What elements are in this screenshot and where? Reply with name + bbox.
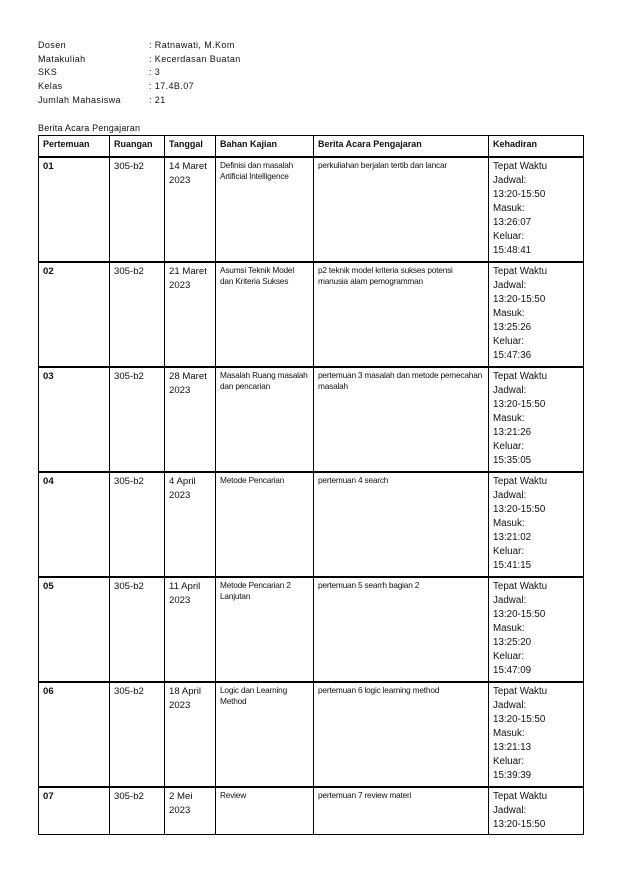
info-value: : 21 [149, 94, 166, 105]
kehadiran-masuk-label: Masuk: [493, 623, 525, 634]
cell-kehadiran [489, 367, 584, 472]
cell-tanggal: 21 Maret 2023 [165, 262, 216, 367]
info-value: : 17.4B.07 [149, 81, 195, 92]
cell-ruangan: 305-b2 [110, 472, 165, 577]
kehadiran-jadwal: 13:20-15:50 [493, 714, 546, 725]
cell-pertemuan: 01 [39, 157, 110, 262]
kehadiran-keluar: 15:47:36 [493, 350, 532, 361]
cell-bahan-kajian: Logic dan Learning Method [216, 682, 314, 787]
table-row [39, 367, 584, 472]
kehadiran-jadwal: 13:20-15:50 [493, 504, 546, 515]
kehadiran-keluar-label: Keluar: [493, 336, 525, 347]
header-pertemuan: Pertemuan [39, 136, 110, 158]
info-row-jumlah-mahasiswa [38, 94, 241, 108]
info-label: Dosen [38, 40, 67, 50]
cell-berita-acara: pertemuan 4 search [314, 472, 489, 577]
kehadiran-masuk-label: Masuk: [493, 413, 525, 424]
cell-kehadiran [489, 157, 584, 262]
kehadiran-jadwal-label: Jadwal: [493, 700, 527, 711]
kehadiran-status: Tepat Waktu [493, 581, 548, 592]
header-berita-acara: Berita Acara Pengajaran [314, 136, 489, 158]
kehadiran-keluar: 15:47:09 [493, 665, 532, 676]
cell-ruangan: 305-b2 [110, 787, 165, 835]
cell-tanggal: 4 April 2023 [165, 472, 216, 577]
info-row-kelas [38, 80, 241, 94]
kehadiran-jadwal: 13:20-15:50 [493, 189, 546, 200]
info-row-matakuliah [38, 53, 241, 67]
table-row [39, 682, 584, 787]
section-title: Berita Acara Pengajaran [38, 123, 141, 133]
header-bahan-kajian: Bahan Kajian [216, 136, 314, 158]
kehadiran-jadwal: 13:20-15:50 [493, 819, 546, 830]
cell-pertemuan: 07 [39, 787, 110, 835]
table-row [39, 787, 584, 835]
cell-ruangan: 305-b2 [110, 157, 165, 262]
kehadiran-masuk-label: Masuk: [493, 203, 525, 214]
table-row [39, 157, 584, 262]
kehadiran-status: Tepat Waktu [493, 686, 548, 697]
table-header-row [39, 136, 584, 158]
cell-berita-acara: p2 teknik model kriteria sukses potensi manusia alam pemogramman [314, 262, 489, 367]
kehadiran-jadwal-label: Jadwal: [493, 385, 527, 396]
info-label: Jumlah Mahasiswa [38, 94, 121, 105]
kehadiran-jadwal-label: Jadwal: [493, 595, 527, 606]
kehadiran-keluar-label: Keluar: [493, 756, 525, 767]
kehadiran-masuk-label: Masuk: [493, 308, 525, 319]
kehadiran-jadwal-label: Jadwal: [493, 175, 527, 186]
kehadiran-status: Tepat Waktu [493, 791, 548, 802]
cell-ruangan: 305-b2 [110, 262, 165, 367]
table-row [39, 472, 584, 577]
kehadiran-masuk: 13:21:26 [493, 427, 532, 438]
cell-tanggal: 18 April 2023 [165, 682, 216, 787]
cell-tanggal: 14 Maret 2023 [165, 157, 216, 262]
kehadiran-keluar-label: Keluar: [493, 546, 525, 557]
info-row-sks [38, 66, 241, 80]
berita-acara-table [38, 135, 584, 835]
kehadiran-masuk: 13:21:02 [493, 532, 532, 543]
course-info [38, 39, 241, 107]
info-label: SKS [38, 67, 58, 78]
cell-kehadiran [489, 472, 584, 577]
kehadiran-status: Tepat Waktu [493, 161, 548, 172]
cell-berita-acara: pertemuan 6 logic learning method [314, 682, 489, 787]
kehadiran-keluar: 15:39:39 [493, 770, 532, 781]
info-label: Kelas [38, 81, 63, 92]
kehadiran-jadwal-label: Jadwal: [493, 280, 527, 291]
table-row [39, 577, 584, 682]
kehadiran-masuk: 13:26:07 [493, 217, 532, 228]
cell-bahan-kajian: Asumsi Teknik Model dan Kriteria Sukses [216, 262, 314, 367]
cell-tanggal: 2 Mei 2023 [165, 787, 216, 835]
table-row [39, 262, 584, 367]
kehadiran-masuk: 13:21:13 [493, 742, 532, 753]
kehadiran-keluar-label: Keluar: [493, 441, 525, 452]
cell-bahan-kajian: Metode Pencarian [216, 472, 314, 577]
cell-berita-acara: pertemuan 3 masalah dan metode pemecahan masalah [314, 367, 489, 472]
cell-pertemuan: 05 [39, 577, 110, 682]
kehadiran-keluar: 15:35:05 [493, 455, 532, 466]
cell-bahan-kajian: Review [216, 787, 314, 835]
kehadiran-masuk-label: Masuk: [493, 518, 525, 529]
kehadiran-status: Tepat Waktu [493, 476, 548, 487]
cell-kehadiran [489, 787, 584, 835]
cell-pertemuan: 04 [39, 472, 110, 577]
kehadiran-status: Tepat Waktu [493, 266, 548, 277]
cell-bahan-kajian: Masalah Ruang masalah dan pencarian [216, 367, 314, 472]
header-kehadiran: Kehadiran [489, 136, 584, 158]
kehadiran-keluar: 15:41:15 [493, 560, 532, 571]
cell-pertemuan: 03 [39, 367, 110, 472]
info-value: : 3 [149, 67, 161, 78]
cell-kehadiran [489, 682, 584, 787]
cell-kehadiran [489, 262, 584, 367]
kehadiran-jadwal: 13:20-15:50 [493, 609, 546, 620]
kehadiran-jadwal: 13:20-15:50 [493, 399, 546, 410]
kehadiran-jadwal-label: Jadwal: [493, 490, 527, 501]
cell-pertemuan: 02 [39, 262, 110, 367]
header-tanggal: Tanggal [165, 136, 216, 158]
header-ruangan: Ruangan [110, 136, 165, 158]
cell-ruangan: 305-b2 [110, 577, 165, 682]
kehadiran-masuk: 13:25:20 [493, 637, 532, 648]
cell-bahan-kajian: Definisi dan masalah Artificial Intelligence [216, 157, 314, 262]
kehadiran-keluar-label: Keluar: [493, 231, 525, 242]
kehadiran-masuk-label: Masuk: [493, 728, 525, 739]
cell-berita-acara: perkuliahan berjalan tertib dan lancar [314, 157, 489, 262]
cell-bahan-kajian: Metode Pencarian 2 Lanjutan [216, 577, 314, 682]
info-value: : Kecerdasan Buatan [149, 53, 241, 64]
kehadiran-masuk: 13:25:26 [493, 322, 532, 333]
kehadiran-status: Tepat Waktu [493, 371, 548, 382]
cell-tanggal: 11 April 2023 [165, 577, 216, 682]
cell-pertemuan: 06 [39, 682, 110, 787]
info-value: : Ratnawati, M.Kom [149, 40, 235, 50]
cell-berita-acara: pertemuan 7 review materi [314, 787, 489, 835]
cell-kehadiran [489, 577, 584, 682]
kehadiran-keluar-label: Keluar: [493, 651, 525, 662]
kehadiran-jadwal-label: Jadwal: [493, 805, 527, 816]
cell-ruangan: 305-b2 [110, 682, 165, 787]
info-row-dosen [38, 39, 241, 53]
cell-tanggal: 28 Maret 2023 [165, 367, 216, 472]
cell-berita-acara: pertemuan 5 searrh bagian 2 [314, 577, 489, 682]
info-label: Matakuliah [38, 53, 86, 64]
kehadiran-keluar: 15:48:41 [493, 245, 532, 256]
cell-ruangan: 305-b2 [110, 367, 165, 472]
kehadiran-jadwal: 13:20-15:50 [493, 294, 546, 305]
